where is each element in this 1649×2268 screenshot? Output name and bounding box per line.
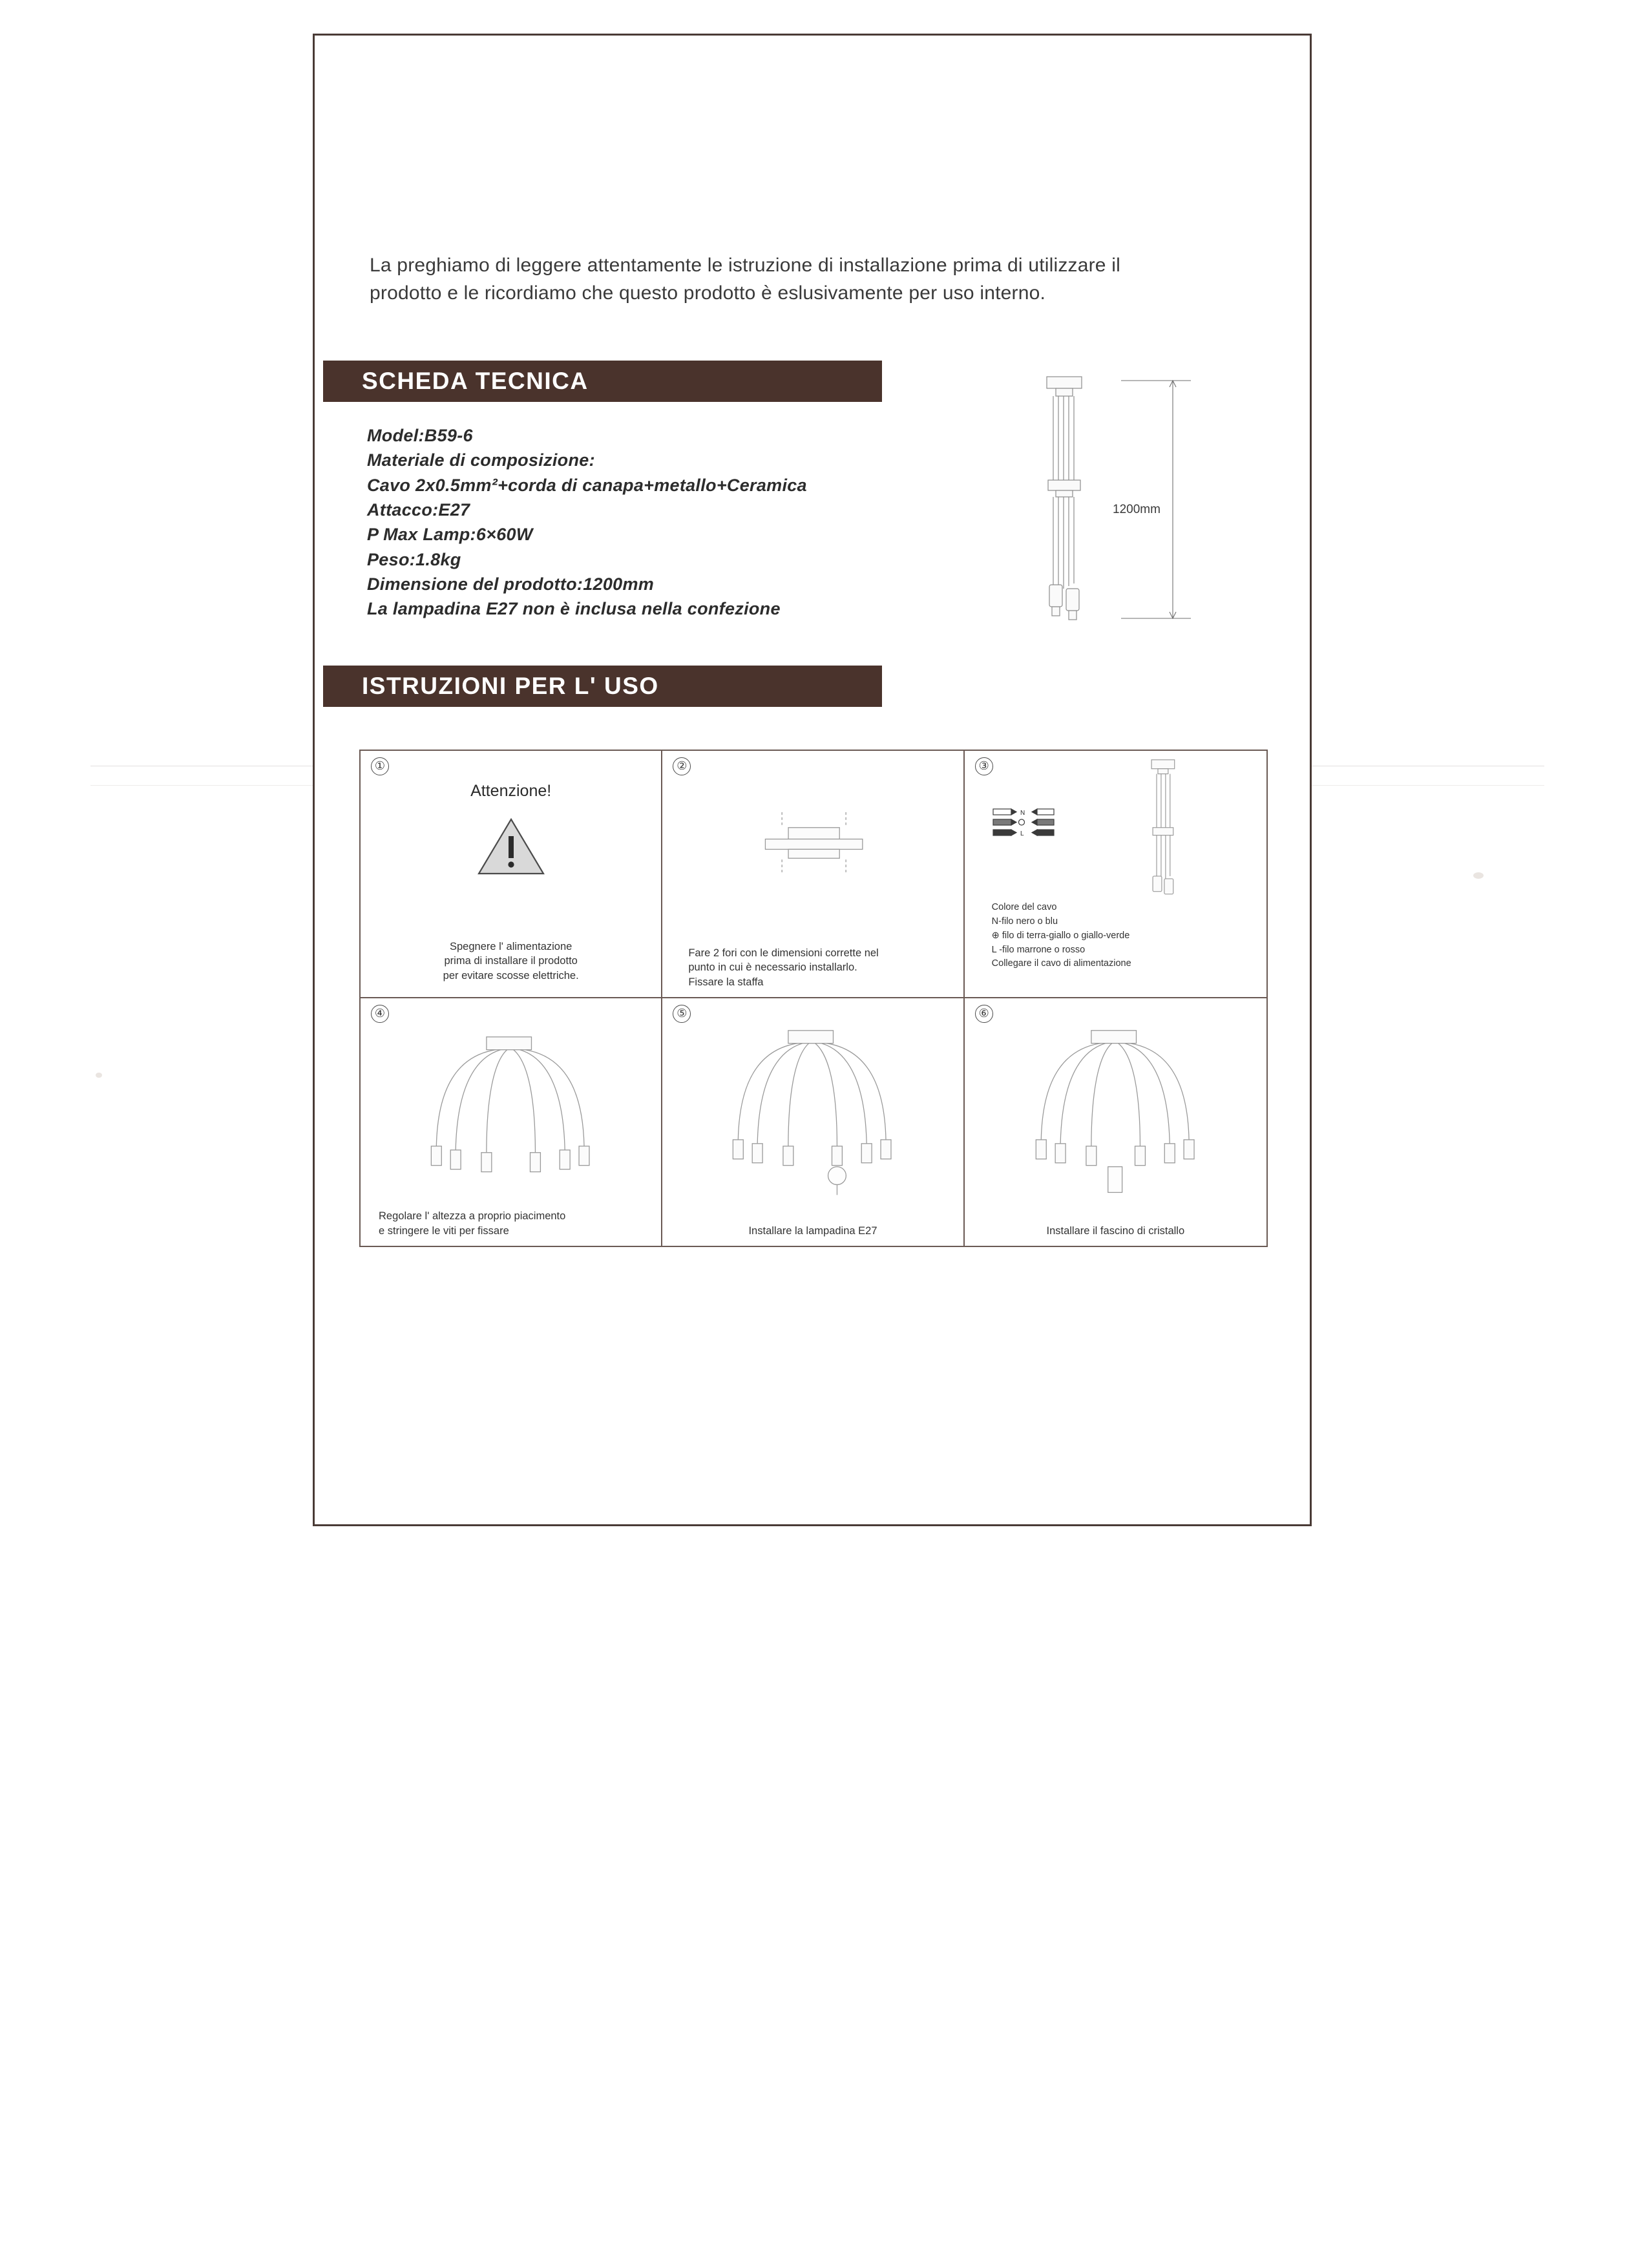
attention-title: Attenzione! (470, 782, 552, 800)
step-number: ⑤ (673, 1005, 691, 1023)
wire-legend-connect: Collegare il cavo di alimentazione (991, 958, 1131, 969)
step-cell-3 (965, 751, 1266, 998)
spec-item-cavo: Cavo 2x0.5mm²+corda di canapa+metallo+Ceramica (367, 475, 807, 495)
section-header-label: ISTRUZIONI PER L' USO (362, 673, 659, 699)
step-number: ⑥ (975, 1005, 993, 1023)
step-caption: Spegnere l' alimentazione prima di installare il prodotto per evitare scosse elettriche. (443, 941, 579, 982)
warning-triangle-icon (476, 815, 547, 877)
step-cell-4 (361, 998, 662, 1246)
step-cell-1 (361, 751, 662, 998)
step-caption: Installare la lampadina E27 (748, 1224, 877, 1237)
bulb-install-icon (662, 998, 963, 1246)
section-header-label: SCHEDA TECNICA (362, 368, 589, 394)
wire-legend (992, 901, 1131, 971)
wire-legend-n: N-filo nero o blu (991, 916, 1058, 927)
step-caption: Regolare l' altezza a proprio piacimento e stringere le viti per fissare (379, 1210, 566, 1237)
step-number: ③ (975, 757, 993, 775)
spec-item-attacco: Attacco:E27 (367, 499, 470, 520)
step-number: ② (673, 757, 691, 775)
step-cell-5 (662, 998, 964, 1246)
scan-artifact-smudge (96, 1073, 102, 1078)
crystal-install-icon (965, 998, 1266, 1246)
spec-item-lampadina: La lampadina E27 non è inclusa nella confezione (367, 599, 781, 619)
step-cell-6 (965, 998, 1266, 1246)
spec-item-materiale: Materiale di composizione: (367, 450, 595, 470)
dimension-label: 1200mm (1113, 503, 1161, 516)
wire-connector-icon (992, 806, 1121, 844)
step-cell-2 (662, 751, 964, 998)
spec-item-model: Model:B59-6 (367, 426, 473, 445)
wire-legend-title: Colore del cavo (991, 902, 1057, 913)
spec-item-dimensione: Dimensione del prodotto:1200mm (367, 574, 655, 594)
spec-list (367, 423, 981, 622)
intro-paragraph: La preghiamo di leggere attentamente le istruzione di installazione prima di utilizzare il prodotto e le ricordiamo che questo prodotto è eslusivamente per uso interno. (370, 255, 1120, 304)
dimension-arrow (1121, 372, 1250, 669)
spec-item-pmax: P Max Lamp:6×60W (367, 525, 533, 545)
step-number: ① (371, 757, 389, 775)
step-caption: Fare 2 fori con le dimensioni corrette nel punto in cui è necessario installarlo. Fissare la staffa (688, 947, 879, 988)
scan-artifact-smudge (1473, 872, 1484, 879)
wire-legend-l: L -filo marrone o rosso (991, 944, 1086, 955)
section-header-istruzioni (323, 666, 882, 707)
svg-text:L: L (1020, 830, 1024, 837)
steps-grid (359, 750, 1268, 1247)
step-caption: Installare il fascino di cristallo (1046, 1224, 1185, 1237)
section-header-scheda-tecnica (323, 361, 882, 402)
spec-item-peso: Peso:1.8kg (367, 549, 461, 569)
wire-legend-earth: ⊕ filo di terra-giallo o giallo-verde (991, 930, 1130, 941)
svg-text:N: N (1020, 810, 1025, 817)
step-number: ④ (371, 1005, 389, 1023)
